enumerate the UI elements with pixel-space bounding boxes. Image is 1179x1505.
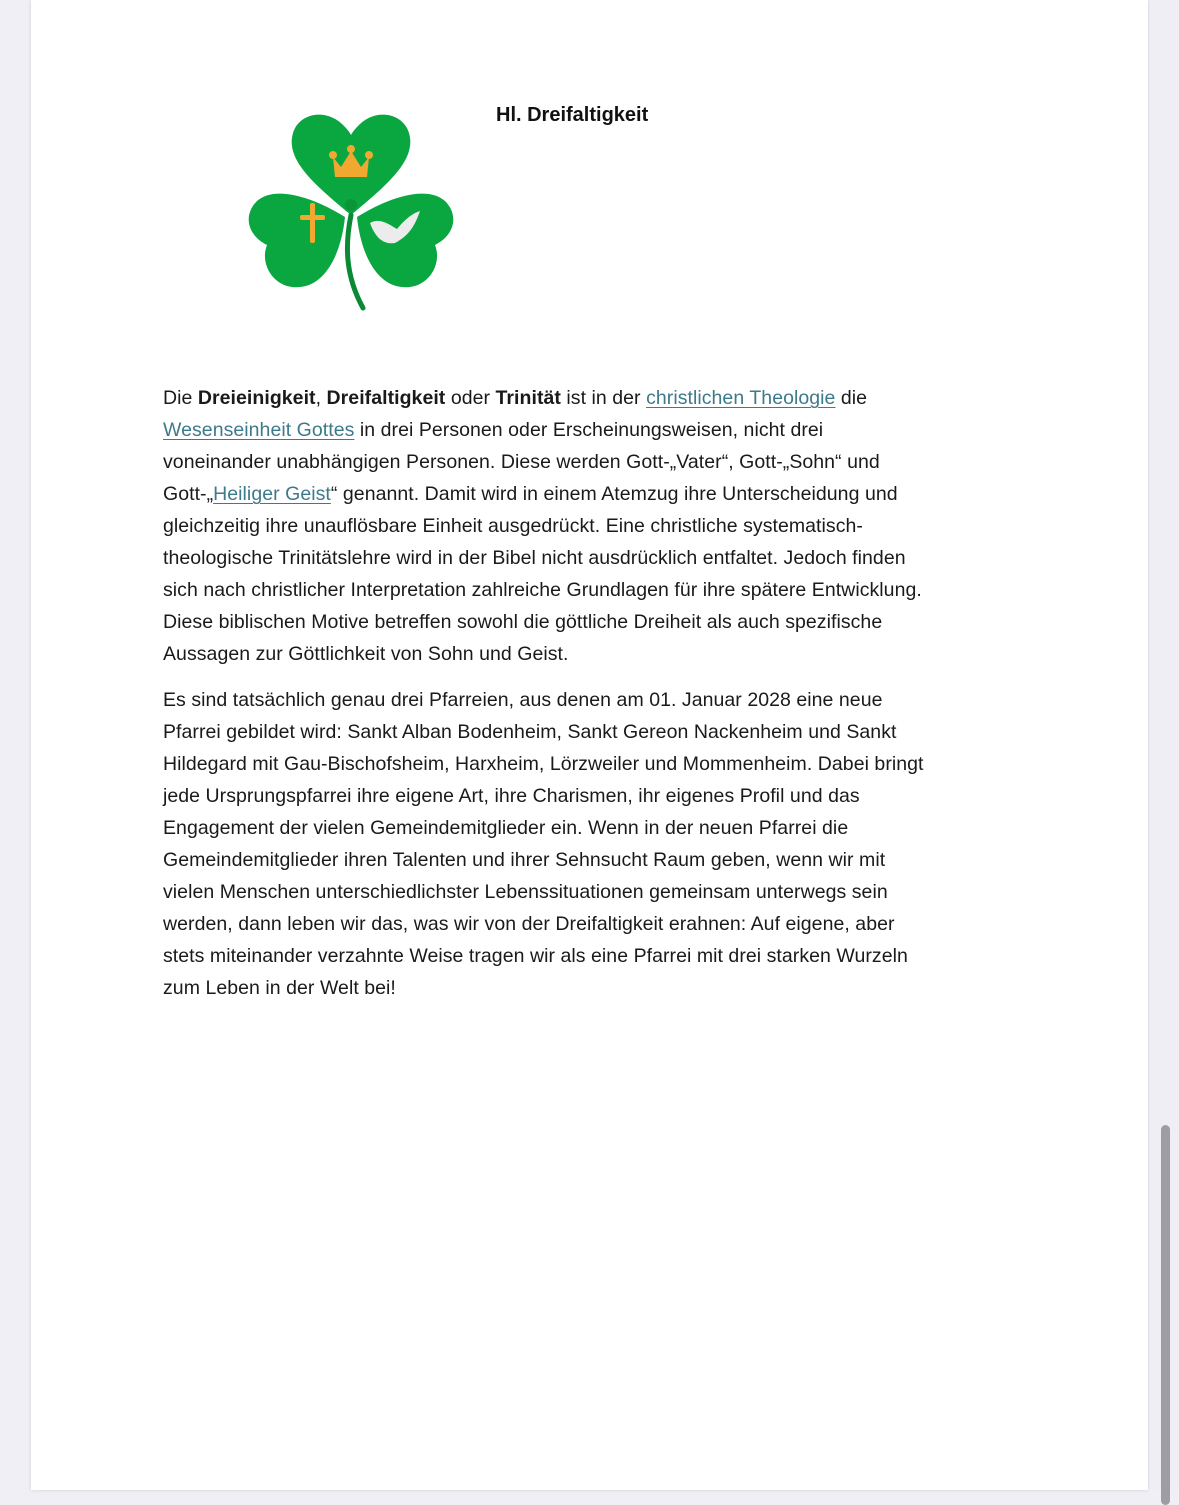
text-line: voneinander unabhängigen Personen. Diese werden Gott-„Vater“, Gott-„Sohn“ und <box>163 451 880 473</box>
text-line: theologische Trinitätslehre wird in der Bibel nicht ausdrücklich entfaltet. Jedoch finden <box>163 547 906 569</box>
text: Gott-„ <box>163 483 214 505</box>
text-line: Engagement der vielen Gemeindemitglieder ein. Wenn in der neuen Pfarrei die <box>163 817 849 839</box>
text-line: Gemeindemitglieder ihren Talenten und ihrer Sehnsucht Raum geben, wenn wir mit <box>163 849 886 871</box>
text: die <box>835 387 868 409</box>
text-line: Es sind tatsächlich genau drei Pfarreien, aus denen am 01. Januar 2028 eine neue <box>163 689 883 711</box>
text-line: Aussagen zur Göttlichkeit von Sohn und Geist. <box>163 643 569 665</box>
text: ist in der <box>560 387 647 409</box>
text-line <box>163 478 922 510</box>
scrollbar-thumb[interactable] <box>1161 1125 1170 1505</box>
text-line <box>163 382 922 414</box>
link-christliche-theologie[interactable]: christlichen Theologie <box>646 387 836 409</box>
text-line: werden, dann leben wir das, was wir von der Dreifaltigkeit erahnen: Auf eigene, aber <box>163 913 895 935</box>
text-line: sich nach christlicher Interpretation zahlreiche Grundlagen für ihre spätere Entwicklung. <box>163 579 922 601</box>
text: in drei Personen oder Erscheinungsweisen, nicht drei <box>354 419 824 441</box>
text: oder <box>445 387 496 409</box>
text-line: vielen Menschen unterschiedlichster Lebenssituationen gemeinsam unterwegs sein <box>163 881 888 903</box>
bold-term: Trinität <box>495 387 561 409</box>
text-line: Pfarrei gebildet wird: Sankt Alban Bodenheim, Sankt Gereon Nackenheim und Sankt <box>163 721 897 743</box>
bold-term: Dreieinigkeit <box>197 387 316 409</box>
text-line <box>163 414 922 446</box>
bold-term: Dreifaltigkeit <box>326 387 446 409</box>
paragraph-pfarreien <box>163 684 924 1004</box>
text-line: stets miteinander verzahnte Weise tragen wir als eine Pfarrei mit drei starken Wurzeln <box>163 945 908 967</box>
text: Die <box>163 387 198 409</box>
shamrock-trinity-icon <box>245 105 457 317</box>
link-heiliger-geist[interactable]: Heiliger Geist <box>213 483 331 505</box>
text-line: gleichzeitig ihre unauflösbare Einheit ausgedrückt. Eine christliche systematisch- <box>163 515 863 537</box>
text-line: Diese biblischen Motive betreffen sowohl die göttliche Dreiheit als auch spezifische <box>163 611 883 633</box>
paragraph-trinity <box>163 382 922 670</box>
section-title: Hl. Dreifaltigkeit <box>496 104 649 126</box>
text-line: zum Leben in der Welt bei! <box>163 977 396 999</box>
link-wesenseinheit-gottes[interactable]: Wesenseinheit Gottes <box>163 419 355 441</box>
text: , <box>315 387 327 409</box>
text: “ genannt. Damit wird in einem Atemzug ihre Unterscheidung und <box>330 483 898 505</box>
text-line: jede Ursprungspfarrei ihre eigene Art, ihre Charismen, ihr eigenes Profil und das <box>163 785 860 807</box>
text-line: Hildegard mit Gau-Bischofsheim, Harxheim, Lörzweiler und Mommenheim. Dabei bringt <box>163 753 924 775</box>
document-page <box>31 0 1148 1490</box>
